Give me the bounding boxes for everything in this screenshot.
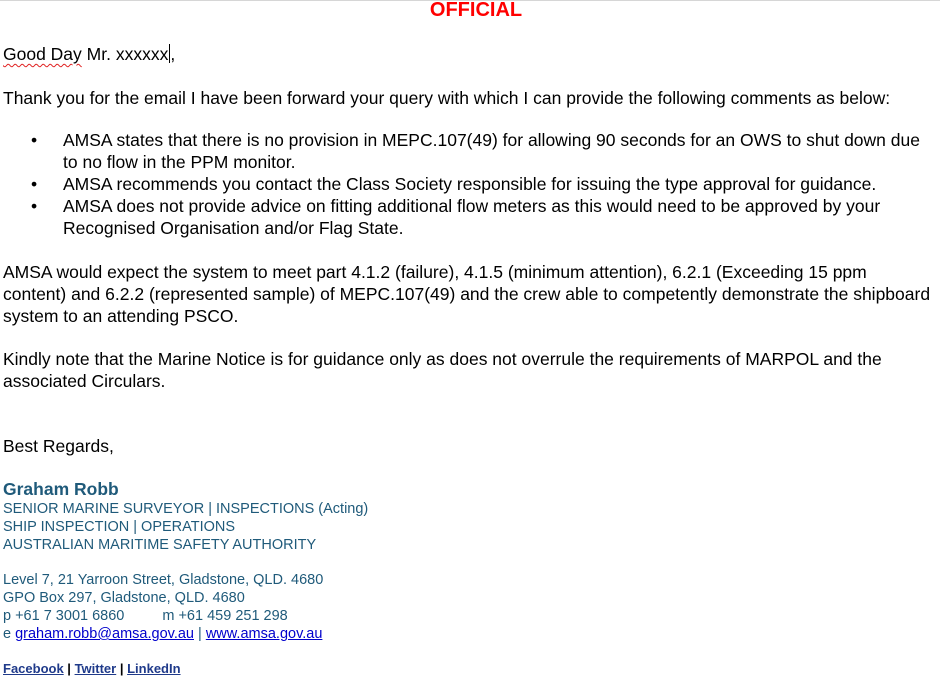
signature-phone: p +61 7 3001 6860 bbox=[3, 608, 125, 624]
signature-title: SENIOR MARINE SURVEYOR | INSPECTIONS (Acting) bbox=[3, 501, 369, 517]
linkedin-link[interactable]: LinkedIn bbox=[127, 661, 181, 676]
email-prefix: e bbox=[3, 626, 16, 642]
twitter-link[interactable]: Twitter bbox=[74, 661, 117, 676]
bullet-icon: • bbox=[31, 196, 38, 216]
list-item bbox=[0, 195, 933, 239]
salutation-addressee: Mr. xxxxxx bbox=[81, 44, 169, 64]
closing: Best Regards, bbox=[3, 436, 114, 456]
salutation-comma: , bbox=[170, 44, 176, 64]
salutation-greeting: Good Day bbox=[3, 44, 82, 64]
list-item-text: AMSA does not provide advice on fitting additional flow meters as this would need to be approved by your Recognised Organisation and/or Flag State. bbox=[63, 196, 881, 238]
website-link[interactable]: www.amsa.gov.au bbox=[205, 626, 323, 642]
expectation-paragraph: AMSA would expect the system to meet part 4.1.2 (failure), 4.1.5 (minimum attention), 6.2.1 (Exceeding 15 ppm content) and 6.2.2 (represented sample) of MEPC.107(49) and the crew able to competently demonstrate the shipboard system to an attending PSCO. bbox=[3, 262, 931, 326]
email-link[interactable]: graham.robb@amsa.gov.au bbox=[15, 626, 194, 642]
link-separator: | bbox=[193, 626, 206, 642]
intro-paragraph: Thank you for the email I have been forward your query with which I can provide the following comments as below: bbox=[3, 88, 891, 108]
signature-phones bbox=[3, 607, 288, 625]
social-links bbox=[3, 660, 181, 677]
classification-label: OFFICIAL bbox=[429, 0, 523, 21]
signature-address-po: GPO Box 297, Gladstone, QLD. 4680 bbox=[3, 590, 245, 606]
facebook-link[interactable]: Facebook bbox=[3, 661, 64, 676]
salutation[interactable] bbox=[3, 43, 175, 65]
list-item-text: AMSA states that there is no provision in MEPC.107(49) for allowing 90 seconds for an OWS to shut down due to no flow in the PPM monitor. bbox=[63, 130, 920, 172]
signature-contact-links bbox=[3, 625, 322, 643]
social-separator: | bbox=[116, 661, 128, 676]
signature-department: SHIP INSPECTION | OPERATIONS bbox=[3, 519, 236, 535]
signature-organisation: AUSTRALIAN MARITIME SAFETY AUTHORITY bbox=[3, 537, 317, 553]
signature-mobile: m +61 459 251 298 bbox=[162, 608, 288, 624]
bullet-icon: • bbox=[31, 130, 38, 150]
bullet-icon: • bbox=[31, 174, 38, 194]
signature-address-street: Level 7, 21 Yarroon Street, Gladstone, QLD. 4680 bbox=[3, 572, 324, 588]
list-item-text: AMSA recommends you contact the Class Society responsible for issuing the type approval for guidance. bbox=[63, 174, 877, 194]
comments-list bbox=[0, 129, 933, 239]
signature-name: Graham Robb bbox=[3, 479, 119, 499]
list-item bbox=[0, 129, 933, 173]
list-item bbox=[0, 173, 933, 195]
social-separator: | bbox=[63, 661, 75, 676]
note-paragraph: Kindly note that the Marine Notice is for guidance only as does not overrule the requirements of MARPOL and the associated Circulars. bbox=[3, 349, 882, 391]
